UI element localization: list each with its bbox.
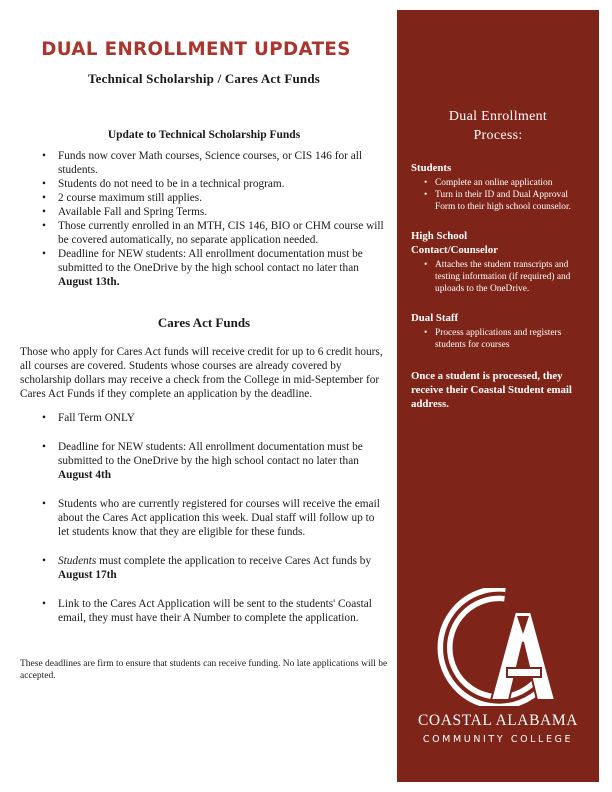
students-word: Students (58, 555, 97, 567)
sidebar-title: Dual Enrollment Process: (448, 109, 548, 143)
page-subtitle: Technical Scholarship / Cares Act Funds (87, 71, 321, 86)
process-sidebar (397, 10, 599, 782)
list-item: • 2 course maximum still applies. (58, 191, 388, 205)
footnote: These deadlines are firm to ensure that students can receive funding. No late applications will be accepted. (20, 659, 388, 681)
technical-heading: Update to Technical Scholarship Funds (107, 129, 301, 141)
list-item: • Those currently enrolled in an MTH, CIS 146, BIO or CHM course will be covered automatically, no separate application needed. (58, 219, 388, 247)
list-item: • Fall Term ONLY (58, 411, 388, 425)
cares-list (20, 411, 388, 625)
sidebar-heading: Dual Staff (411, 312, 459, 324)
cares-intro: Those who apply for Cares Act funds will receive credit for up to 6 credit hours, all courses are covered. Students whose courses are already covered by scholarship dollars may receive a check from the College in mid-September for Cares Act Funds if they complete an application by the deadline. (20, 346, 383, 400)
list-item: • Turn in their ID and Dual Approval Form to their high school counselor. (435, 189, 587, 213)
sidebar-heading: Students (411, 162, 452, 174)
list-item: • Funds now cover Math courses, Science courses, or CIS 146 for all students. (58, 149, 388, 177)
list-item (58, 247, 388, 289)
list-item: • Available Fall and Spring Terms. (58, 205, 388, 219)
deadline-date: August 13th. (58, 276, 120, 288)
list-item: • Complete an online application (435, 177, 587, 189)
sidebar-students (397, 161, 599, 213)
list-item: • Attaches the student transcripts and testing information (if required) and uploads to the OneDrive. (435, 259, 587, 295)
logo-name: COASTAL ALABAMA (417, 712, 579, 729)
students-text: must complete the application to receive Cares Act funds by (96, 555, 372, 567)
logo-subtitle: COMMUNITY COLLEGE (422, 734, 574, 745)
sidebar-heading: High School Contact/Counselor (411, 230, 498, 256)
deadline-date: August 4th (58, 469, 112, 481)
list-item: • Process applications and registers students for courses (435, 327, 587, 351)
main-content (20, 38, 388, 640)
sidebar-note: Once a student is processed, they receive their Coastal Student email address. (411, 370, 572, 410)
list-item (58, 440, 388, 482)
sidebar-counselor (397, 229, 599, 295)
list-item (58, 554, 388, 582)
college-logo-icon (435, 588, 559, 706)
deadline-text: Deadline for NEW students: All enrollment documentation must be submitted to the OneDrive by the high school contact no later than (58, 248, 363, 274)
list-item: • Students do not need to be in a technical program. (58, 177, 388, 191)
page-title: DUAL ENROLLMENT UPDATES (41, 38, 351, 60)
deadline-text: Deadline for NEW students: All enrollment documentation must be submitted to the OneDrive by the high school contact no later than (58, 441, 363, 467)
sidebar-staff (397, 311, 599, 351)
technical-list (20, 149, 388, 289)
students-date: August 17th (58, 569, 117, 581)
cares-heading: Cares Act Funds (157, 315, 251, 330)
list-item: • Link to the Cares Act Application will be sent to the students' Coastal email, they must have their A Number to complete the application. (58, 597, 388, 625)
list-item: • Students who are currently registered for courses will receive the email about the Cares Act application this week. Dual staff will follow up to let students know that they are eligible for these funds. (58, 497, 388, 539)
